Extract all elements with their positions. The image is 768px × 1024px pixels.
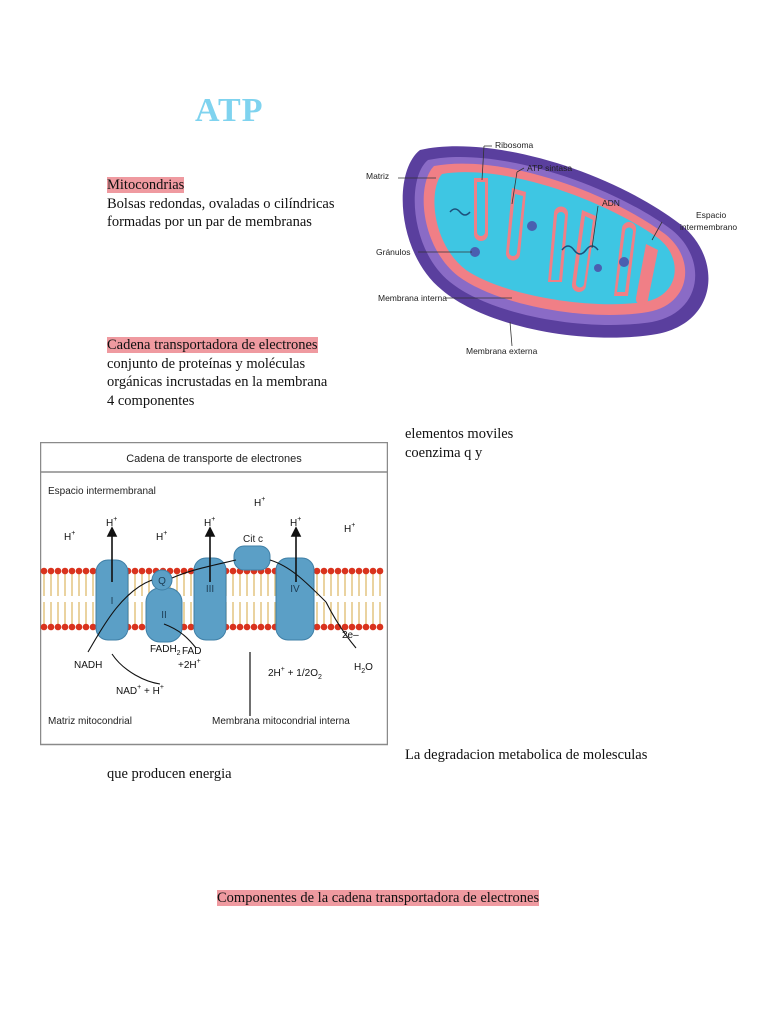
oxygen-equation: $2H^+ + 1/2O_2$	[268, 666, 322, 681]
etc-matriz-label: Matriz mitocondrial	[48, 716, 132, 727]
mitocondrias-heading: Mitocondrias	[107, 177, 185, 193]
footer-heading-wrap	[217, 889, 539, 908]
cadena-line-1: conjunto de proteínas y moléculas	[107, 355, 306, 372]
page-title: ATP	[195, 92, 264, 129]
moviles-block	[405, 425, 513, 462]
etc-membrana-label: Membrana mitocondrial interna	[212, 716, 350, 727]
svg-text:H+: H+	[254, 496, 266, 509]
cadena-line-2: orgánicas incrustadas en la membrana	[107, 374, 328, 390]
cit-c	[234, 546, 270, 570]
svg-text:H+: H+	[106, 516, 118, 529]
mitocondrias-block	[107, 176, 335, 232]
degradacion-line-2: que producen energia	[107, 766, 232, 782]
label-granulos: Gránulos	[376, 247, 411, 257]
mitocondrias-line-1: Bolsas redondas, ovaladas o cilíndricas	[107, 195, 335, 212]
label-adn: ADN	[602, 198, 620, 208]
h2o-label: $H_2O$	[354, 662, 373, 675]
etc-diagram	[40, 442, 388, 746]
cadena-block	[107, 336, 327, 410]
label-ribosoma: Ribosoma	[495, 140, 534, 150]
svg-text:H+: H+	[64, 530, 76, 543]
svg-text:H+: H+	[204, 516, 216, 529]
complex-ii-label: II	[161, 610, 167, 621]
svg-text:H+: H+	[290, 516, 302, 529]
label-espacio-2: intermembrano	[680, 222, 738, 232]
mitocondrias-line-2: formadas por un par de membranas	[107, 214, 312, 230]
two-electrons-label: 2e–	[342, 630, 359, 641]
svg-text:H+: H+	[344, 522, 356, 535]
complex-iii-label: III	[205, 584, 215, 595]
mitochondrion-diagram	[362, 132, 754, 362]
fad-2h-label: +2H+	[178, 658, 201, 671]
moviles-line-2: coenzima q y	[405, 444, 483, 461]
complex-iv	[276, 558, 314, 640]
nadh-label: NADH	[74, 660, 103, 671]
cadena-heading: Cadena transportadora de electrones	[107, 337, 318, 353]
nad-label: NAD+ + H+	[116, 684, 164, 697]
svg-text:H+: H+	[156, 530, 168, 543]
label-membrana-externa: Membrana externa	[466, 346, 538, 356]
degradacion-line-1: La degradacion metabolica de molesculas	[405, 747, 648, 763]
footer-heading: Componentes de la cadena transportadora de electrones	[217, 890, 540, 906]
label-espacio-1: Espacio	[696, 210, 727, 220]
complex-i-label: I	[110, 596, 114, 607]
label-matriz: Matriz	[366, 171, 390, 181]
fad-label: FAD	[182, 646, 202, 657]
cit-c-label: Cit c	[243, 534, 263, 545]
moviles-line-1: elementos moviles	[405, 426, 514, 442]
label-membrana-interna: Membrana interna	[378, 293, 447, 303]
cadena-line-3: 4 componentes	[107, 392, 195, 409]
coenzyme-q-label: Q	[158, 576, 166, 587]
complex-iv-label: IV	[290, 584, 300, 595]
etc-title: Cadena de transporte de electrones	[126, 453, 302, 465]
etc-espacio-label: Espacio intermembranal	[48, 486, 156, 497]
fadh2-label: $FADH_2$	[150, 644, 181, 657]
label-atp-sintasa: ATP sintasa	[527, 163, 573, 173]
